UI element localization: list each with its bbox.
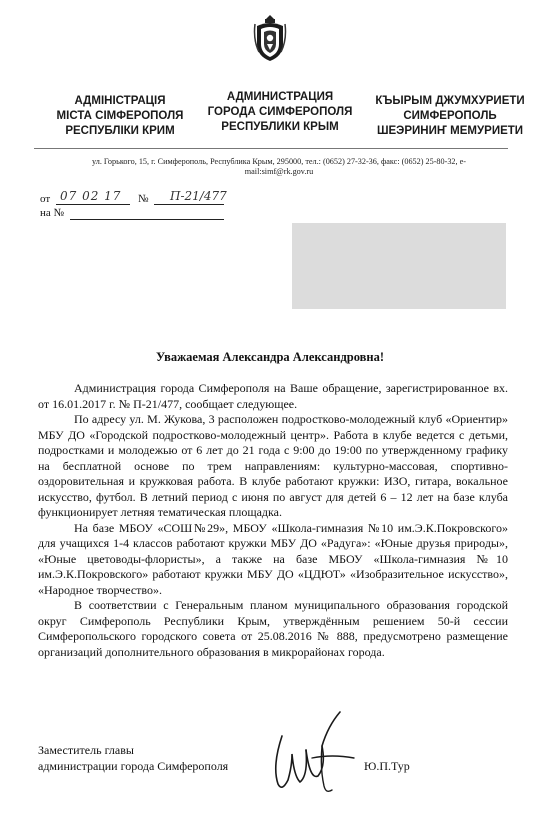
position-line: администрации города Симферополя xyxy=(38,759,229,773)
number-underline xyxy=(154,204,224,205)
address-line: mail:simf@rk.gov.ru xyxy=(244,167,314,176)
coat-of-arms-emblem xyxy=(253,14,287,62)
number-value: П-21/477 xyxy=(170,189,227,203)
signatory-name: Ю.П.Тур xyxy=(364,759,410,773)
address-line: ул. Горького, 15, г. Симферополь, Республика Крым, 295000, тел.: (0652) 27-32-36, факс: (0652) 25-80-32, e- xyxy=(92,157,466,166)
letter-paragraph: По адресу ул. М. Жукова, 3 расположен подростково-молодежный клуб «Ориентир» МБУ ДО «Городской подростково-молодежный центр». Работа в клубе ведется с детьми, подростками и молодежью от 6 лет до 21 года с 9:00 до 19:00 по утвержденному графику на бесплатной основе по трем направлениям: культурно-массовая, спортивно-оздоровительная и кружковая работа. В клубе работают кружки: ИЗО, гитара, вокальное искусство, футбол. В летний период с июня по август для детей 6 – 12 лет на базе клуба функционирует летняя тематическая площадка. xyxy=(38,412,508,519)
on-number-underline xyxy=(70,219,224,220)
handwritten-signature xyxy=(262,706,372,796)
from-label: от xyxy=(40,193,51,205)
org-left-line: РЕСПУБЛІКИ КРИМ xyxy=(65,125,175,137)
org-center-line: РЕСПУБЛИКИ КРЫМ xyxy=(221,121,339,133)
org-name-ukrainian xyxy=(40,94,200,139)
letter-paragraph: В соответствии с Генеральным планом муниципального образования городской округ Симферополь Республики Крым, утверждённым решением 50-й сессии Симферопольского городского совета от 25.08.2016 № 888, предусмотрено размещение организаций дополнительного образования в микрорайонах города. xyxy=(38,598,508,659)
contact-address xyxy=(54,157,504,177)
org-name-crimean-tatar xyxy=(366,94,534,139)
header-divider xyxy=(34,148,508,149)
org-center-line: ГОРОДА СИМФЕРОПОЛЯ xyxy=(207,106,353,118)
letter-body xyxy=(38,381,508,660)
org-right-line: ШЕЭРИНИҤ МЕМУРИЕТИ xyxy=(376,125,524,137)
on-number-label: на № xyxy=(40,207,65,219)
signatory-position xyxy=(38,742,228,774)
number-label: № xyxy=(138,193,149,205)
org-right-line: СИМФЕРОПОЛЬ xyxy=(403,110,497,122)
letter-paragraph: Администрация города Симферополя на Ваше обращение, зарегистрированное вх. от 16.01.2017 г. № П-21/477, сообщает следующее. xyxy=(38,381,508,411)
date-underline xyxy=(56,204,130,205)
redacted-recipient-block xyxy=(292,223,506,309)
org-left-line: МІСТА СІМФЕРОПОЛЯ xyxy=(56,110,184,122)
org-center-line: АДМИНИСТРАЦИЯ xyxy=(226,91,334,103)
salutation: Уважаемая Александра Александровна! xyxy=(155,350,385,364)
letter-paragraph: На базе МБОУ «СОШ№29», МБОУ «Школа-гимназия №10 им.Э.К.Покровского» для учащихся 1-4 классов работают кружки МБУ ДО «Радуга»: «Юные друзья природы», «Юные цветоводы-флористы», а также на базе МБОУ «Школа-гимназия №10 им.Э.К.Покровского» работают кружки МБУ ДО «ЦДЮТ» «Изобразительное искусство», «Народное творчество». xyxy=(38,520,508,597)
org-right-line: КЪЫРЫМ ДЖУМХУРИЕТИ xyxy=(375,95,525,107)
org-name-russian xyxy=(200,90,360,135)
org-left-line: АДМІНІСТРАЦІЯ xyxy=(74,95,166,107)
position-line: Заместитель главы xyxy=(38,743,134,757)
date-value: 07 02 17 xyxy=(60,189,122,203)
